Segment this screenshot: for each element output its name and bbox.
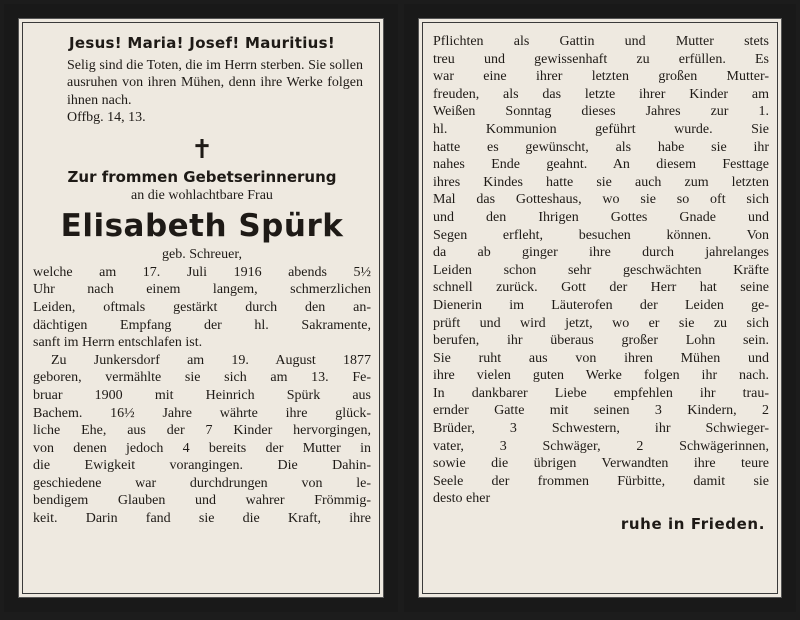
verse-reference: Offbg. 14, 13. <box>67 110 146 126</box>
text-line: Seele der frommen Fürbitte, damit sie <box>433 473 769 489</box>
text-line: Dienerin im Läuterofen der Leiden ge- <box>433 297 769 313</box>
invocation-heading: Jesus! Maria! Josef! Mauritius! <box>68 34 336 52</box>
remembrance-subheading: an die wohlachtbare Frau <box>131 187 273 203</box>
text-line: prüft und wird jetzt, wo er sie zu sich <box>433 315 769 331</box>
text-line: bruar 1900 mit Heinrich Spürk aus <box>33 387 371 403</box>
text-line: hatte es gewünscht, als habe sie ihr <box>433 139 769 155</box>
maiden-name: geb. Schreuer, <box>162 247 242 263</box>
text-line: welche am 17. Juli 1916 abends 5½ <box>33 264 371 280</box>
text-line: sowie die übrigen Verwandten ihre teure <box>433 456 769 472</box>
text-line: ihres Kindes hatte sie auch zum letzten <box>433 174 769 190</box>
text-line: war eine ihrer letzten großen Mutter- <box>433 69 769 85</box>
text-line: In dankbarer Liebe empfehlen ihr trau- <box>433 385 769 401</box>
text-line: Brüder, 3 Schwestern, ihr Schwieger- <box>433 421 769 437</box>
deceased-name: Elisabeth Spürk <box>60 208 344 245</box>
cross-icon: ✝ <box>191 134 213 164</box>
text-line: treu und gewissenhaft zu erfüllen. Es <box>433 51 769 67</box>
left-page-content <box>33 29 371 589</box>
prayer-card-left-page <box>4 4 398 612</box>
text-line: Uhr nach einem langem, schmerzlichen <box>33 282 371 298</box>
bible-verse <box>33 57 371 127</box>
death-paragraph <box>33 264 371 352</box>
text-line: Mal das Gotteshaus, wo sie so oft sich <box>433 192 769 208</box>
text-line: ihre vielen guten Werke folgen ihr nach. <box>433 368 769 384</box>
text-line: da ab ginger ihre durch jahrelanges <box>433 245 769 261</box>
text-line: ernder Gatte mit seinen 3 Kindern, 2 <box>433 403 769 419</box>
text-line: geboren, vermählte sie sich am 13. Fe- <box>33 370 371 386</box>
text-line: Segen erfleht, besuchen können. Von <box>433 227 769 243</box>
text-line: Pflichten als Gattin und Mutter stets <box>433 34 769 49</box>
text-line: liche Ehe, aus der 7 Kinder hervorgingen, <box>33 423 371 439</box>
life-paragraph <box>433 33 769 385</box>
biography-paragraph <box>33 352 371 528</box>
text-line: Weißen Sonntag dieses Jahres zur 1. <box>433 104 769 120</box>
remembrance-heading: Zur frommen Gebetserinnerung <box>67 167 337 186</box>
text-line: und den Ihrigen Gottes Gnade und <box>433 209 769 225</box>
text-line: Zu Junkersdorf am 19. August 1877 <box>51 352 371 368</box>
text-line: sanft im Herrn entschlafen ist. <box>33 335 203 351</box>
text-line: schnell zurück. Gott der Herr hat seine <box>433 280 769 296</box>
text-line: von denen jedoch 4 bereits der Mutter in <box>33 440 371 456</box>
text-line: berufen, ihr überaus großer Lohn sein. <box>433 333 769 349</box>
prayer-card-right-page <box>404 4 796 612</box>
text-line: dächtigen Empfang der hl. Sakramente, <box>33 317 371 333</box>
text-line: Leiden, oftmals gestärkt durch den an- <box>33 299 371 315</box>
text-line: die Ewigkeit vorangingen. Die Dahin- <box>33 458 371 474</box>
text-line: hl. Kommunion geführt wurde. Sie <box>433 121 769 137</box>
left-page-frame <box>18 18 384 598</box>
text-line: Sie ruht aus von ihren Mühen und <box>433 350 769 366</box>
text-line: Leiden schon sehr geschwächten Kräfte <box>433 262 769 278</box>
text-line: freuden, als das letzte ihrer Kinder am <box>433 86 769 102</box>
mourners-paragraph <box>433 385 769 508</box>
right-page-content <box>433 33 769 589</box>
right-page-frame <box>418 18 782 598</box>
text-line: Bachem. 16½ Jahre währte ihre glück- <box>33 405 371 421</box>
text-line: keit. Darin fand sie die Kraft, ihre <box>33 511 371 527</box>
text-line: bendigem Glauben und wahrer Frömmig- <box>33 493 371 509</box>
verse-text: Selig sind die Toten, die im Herrn sterben. Sie sollen ausruhen von ihren Mühen, denn ihre Werke folgen ihnen nach. <box>67 57 363 108</box>
closing-phrase: ruhe in Frieden. <box>620 515 765 534</box>
text-line: geschiedene war durchdrungen von le- <box>33 475 371 491</box>
text-line: desto eher <box>433 491 491 507</box>
text-line: nahes Ende geahnt. An diesem Festtage <box>433 157 769 173</box>
text-line: vater, 3 Schwäger, 2 Schwägerinnen, <box>433 438 769 454</box>
